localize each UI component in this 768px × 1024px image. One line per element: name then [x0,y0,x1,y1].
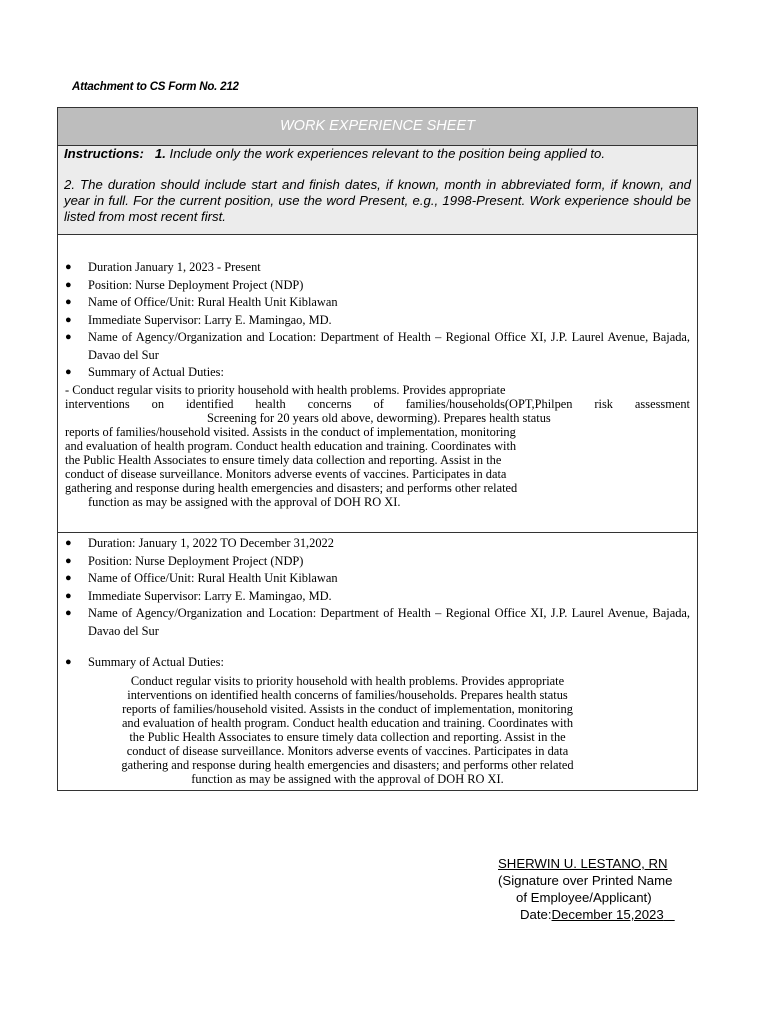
duty-line: the Public Health Associates to ensure timely data collection and reporting. Assist in the [129,729,566,744]
position-text: Position: Nurse Deployment Project (NDP) [88,277,304,292]
summary-label-text: Summary of Actual Duties: [88,655,224,669]
instructions-box [58,146,697,235]
bullet-icon: ● [65,261,72,273]
signatory-name: SHERWIN U. LESTANO, RN [498,856,668,871]
supervisor-text: Immediate Supervisor: Larry E. Mamingao, MD. [88,588,332,603]
duty-line: conduct of disease surveillance. Monitors adverse events of vaccines. Participates in data [65,466,507,481]
bullet-icon: ● [65,554,72,567]
duty-line: conduct of disease surveillance. Monitors adverse events of vaccines. Participates in data [126,743,569,758]
signature-caption-1: (Signature over Printed Name [498,873,673,888]
agency-text: Name of Agency/Organization and Location: Department of Health – Regional Office XI, J.P. Laurel Avenue, Bajada, Davao del Sur [88,330,690,362]
bullet-icon: ● [65,537,72,549]
duty-line: and evaluation of health program. Conduct health education and training. Coordinates with [65,438,517,453]
entry-office [65,294,690,312]
entry-duration [65,259,690,277]
signature-block [496,855,706,923]
duty-line: Screening for 20 years old above, deworming). Prepares health status [207,410,551,425]
duty-line: function as may be assigned with the approval of DOH RO XI. [88,494,401,509]
agency-text: Name of Agency/Organization and Location: Department of Health – Regional Office XI, J.P. Laurel Avenue, Bajada, Davao del Sur [88,606,690,638]
bullet-icon: ● [65,296,72,308]
entry-office [65,570,690,588]
summary-label-text: Summary of Actual Duties: [88,365,224,379]
bullet-icon: ● [65,607,72,619]
duty-line: Conduct regular visits to priority household with health problems. Provides appropriate [130,673,565,688]
bullet-icon: ● [65,313,72,326]
bullet-icon: ● [65,589,72,602]
position-text: Position: Nurse Deployment Project (NDP) [88,553,304,568]
duty-line: gathering and response during health emergencies and disasters; and performs other related [65,480,518,495]
duty-line: - Conduct regular visits to priority household with health problems. Provides appropriate [65,382,506,397]
entry-position [65,553,690,571]
office-text: Name of Office/Unit: Rural Health Unit Kiblawan [88,571,338,585]
duty-line: gathering and response during health emergencies and disasters; and performs other related [121,757,574,772]
work-entry-1 [58,235,697,533]
supervisor-text: Immediate Supervisor: Larry E. Mamingao, MD. [88,312,332,327]
duty-line: reports of families/household visited. Assists in the conduct of implementation, monitoring [122,701,573,716]
instructions-label: Instructions: [64,146,144,161]
entry-position [65,277,690,295]
entry-agency [65,605,690,640]
duty-line: interventions on identified health concerns of families/households. Prepares health status [127,687,568,702]
office-text: Name of Office/Unit: Rural Health Unit Kiblawan [88,295,338,309]
bullet-icon: ● [65,366,72,378]
duty-line: and evaluation of health program. Conduct health education and training. Coordinates with [121,715,574,730]
duties-text [65,674,690,786]
duties-text [65,383,690,509]
entry-supervisor [65,312,690,330]
date-value: December 15,2023 [551,907,664,922]
duty-line: reports of families/household visited. Assists in the conduct of implementation, monitoring [65,424,516,439]
duration-text: Duration: January 1, 2022 TO December 31,2022 [88,536,334,550]
signature-caption-2: of Employee/Applicant) [516,890,652,905]
sheet-title: WORK EXPERIENCE SHEET [58,108,697,146]
instruction-1-text: Include only the work experiences relevant to the position being applied to. [169,146,605,161]
instruction-2: 2. The duration should include start and finish dates, if known, month in abbreviated form, if known, and year in full. For the current position, use the word Present, e.g., 1998-Present. Work experience should be listed from most recent first. [64,177,691,224]
instruction-1 [64,146,691,162]
entry-supervisor [65,588,690,606]
duty-line: interventions on identified health concerns of families/households(OPT,Philpen risk assessment [65,396,690,411]
instruction-1-number: 1. [154,146,166,161]
duration-text: Duration January 1, 2023 - Present [88,260,261,274]
work-entry-2 [58,533,697,786]
date-label: Date: [520,907,552,922]
work-experience-sheet [57,107,698,791]
signature-date [520,906,706,923]
bullet-icon: ● [65,278,72,291]
entry-agency [65,329,690,364]
duty-line: function as may be assigned with the approval of DOH RO XI. [191,771,504,786]
bullet-icon: ● [65,656,72,668]
entry-duration [65,535,690,553]
form-attachment-label: Attachment to CS Form No. 212 [72,81,239,93]
duty-line: the Public Health Associates to ensure timely data collection and reporting. Assist in the [65,452,502,467]
bullet-icon: ● [65,331,72,343]
bullet-icon: ● [65,572,72,584]
entry-summary-label [65,654,690,672]
entry-summary-label [65,364,690,382]
